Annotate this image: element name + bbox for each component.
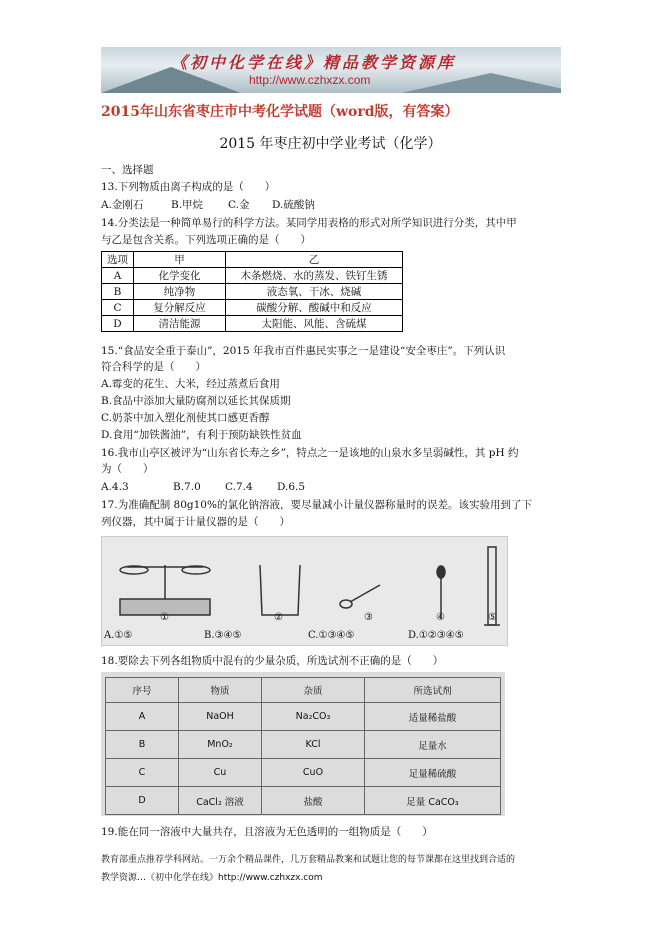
q13-option-b: B.甲烷 [171,199,204,211]
balance-icon [120,565,210,615]
table-cell: NaOH [179,703,262,731]
table-cell: C [106,759,179,787]
table-row [106,731,501,759]
table-cell: Na₂CO₃ [262,703,365,731]
table-cell: B [106,731,179,759]
q15-option-c: C.奶茶中加入塑化剂使其口感更香醇 [101,412,270,424]
table-header: 物质 [179,678,262,703]
table-cell: 足量 CaCO₃ [365,787,501,815]
footer-line1: 教育部重点推荐学科网站。一万余个精品课件，几万套精品教案和试题让您的每节课都在这里找到合适的 [101,855,516,865]
document-title: 2015年山东省枣庄市中考化学试题（word版，有答案） [101,104,459,120]
table-cell: KCl [262,731,365,759]
table-cell: 盐酸 [262,787,365,815]
q17-option-d: D.①②③④⑤ [408,630,464,641]
q16-stem-line2: 为（ ） [101,463,154,475]
table-row [106,787,501,815]
table-cell: 足量稀硫酸 [365,759,501,787]
table-cell: 木条燃烧、水的蒸发、铁钉生锈 [226,268,403,284]
table-header: 甲 [134,252,226,268]
q13-option-d: D.硫酸钠 [272,199,315,211]
exam-title: 2015 年枣庄初中学业考试（化学） [219,136,442,152]
section-heading: 一、选择题 [101,164,154,176]
table-header: 乙 [226,252,403,268]
q18-stem: 18.要除去下列各组物质中混有的少量杂质，所选试剂不正确的是（ ） [101,655,444,667]
table-cell: 复分解反应 [134,300,226,316]
table-cell: 纯净物 [134,284,226,300]
table-row [106,759,501,787]
beaker-icon [260,565,300,615]
table-header: 杂质 [262,678,365,703]
table-cell: 足量水 [365,731,501,759]
q16-option-b: B.7.0 [173,481,201,493]
instruments-drawing [102,537,507,645]
q14-table [101,251,403,332]
instrument-label-4: ④ [436,612,445,623]
instrument-label-5: ⑤ [488,612,497,623]
instruments-image [101,536,508,646]
banner-url[interactable]: http://www.czhxzx.com [249,73,371,87]
table-cell: A [102,268,134,284]
q14-stem-line2: 与乙是包含关系。下列选项正确的是（ ） [101,234,311,246]
table-cell: 液态氧、干冰、烧碱 [226,284,403,300]
table-header: 选项 [102,252,134,268]
q18-table [105,677,501,815]
table-cell: CaCl₂ 溶液 [179,787,262,815]
table-header: 所选试剂 [365,678,501,703]
table-cell: 太阳能、风能、含硫煤 [226,316,403,332]
q15-option-b: B.食品中添加大量防腐剂以延长其保质期 [101,395,291,407]
table-cell: 适量稀盐酸 [365,703,501,731]
q16-option-a: A.4.3 [101,481,129,493]
table-row [102,316,403,332]
table-row [102,300,403,316]
spoon-icon [340,585,380,608]
q15-option-d: D.食用“加铁酱油”，有利于预防缺铁性贫血 [101,429,302,441]
q17-option-a: A.①⑤ [104,630,133,641]
table-cell: Cu [179,759,262,787]
q13-options [101,198,315,213]
instrument-label-1: ① [160,612,169,623]
table-row [106,678,501,703]
table-cell: 化学变化 [134,268,226,284]
footer-line2[interactable]: 教学资源…《初中化学在线》http://www.czhxzx.com [101,873,323,883]
table-row [102,284,403,300]
q16-option-d: D.6.5 [277,481,306,493]
q15-stem-line1: 15.“食品安全重于泰山”，2015 年我市百件惠民实事之一是建设“安全枣庄”。下列认识 [101,345,506,357]
table-cell: C [102,300,134,316]
q17-stem-line1: 17.为准确配制 80g10%的氯化钠溶液，要尽量减小计量仪器称量时的误差。该实验用到了下 [101,499,532,511]
table-row [106,703,501,731]
table-cell: 碳酸分解、酸碱中和反应 [226,300,403,316]
table-cell: D [102,316,134,332]
table-cell: CuO [262,759,365,787]
instrument-label-3: ③ [364,612,373,623]
q17-option-c: C.①③④⑤ [308,630,355,641]
q13-option-a: A.金刚石 [101,199,144,211]
table-cell: MnO₂ [179,731,262,759]
table-row [102,268,403,284]
table-cell: D [106,787,179,815]
q13-option-c: C.金 [228,199,250,211]
q15-option-a: A.霉变的花生、大米，经过蒸煮后食用 [101,378,280,390]
q16-option-c: C.7.4 [225,481,253,493]
table-row [102,252,403,268]
q19-stem: 19.能在同一溶液中大量共存，且溶液为无色透明的一组物质是（ ） [101,826,433,838]
q17-stem-line2: 列仪器，其中属于计量仪器的是（ ） [101,516,290,528]
banner-title: 《初中化学在线》精品教学资源库 [171,53,457,72]
table-cell: A [106,703,179,731]
q18-table-image [101,672,505,816]
instrument-label-2: ② [274,612,283,623]
q13-stem: 13.下列物质由离子构成的是（ ） [101,181,276,193]
table-cell: B [102,284,134,300]
q16-options [101,480,305,495]
q16-stem-line1: 16.我市山亭区被评为“山东省长寿之乡”，特点之一是该地的山泉水多呈弱碱性，其 pH 约 [101,447,519,459]
q15-stem-line2: 符合科学的是（ ） [101,361,206,373]
q17-option-b: B.③④⑤ [204,630,242,641]
header-banner [101,47,561,93]
q14-stem-line1: 14.分类法是一种简单易行的科学方法。某同学用表格的形式对所学知识进行分类，其中甲 [101,217,517,229]
table-cell: 清洁能源 [134,316,226,332]
table-header: 序号 [106,678,179,703]
